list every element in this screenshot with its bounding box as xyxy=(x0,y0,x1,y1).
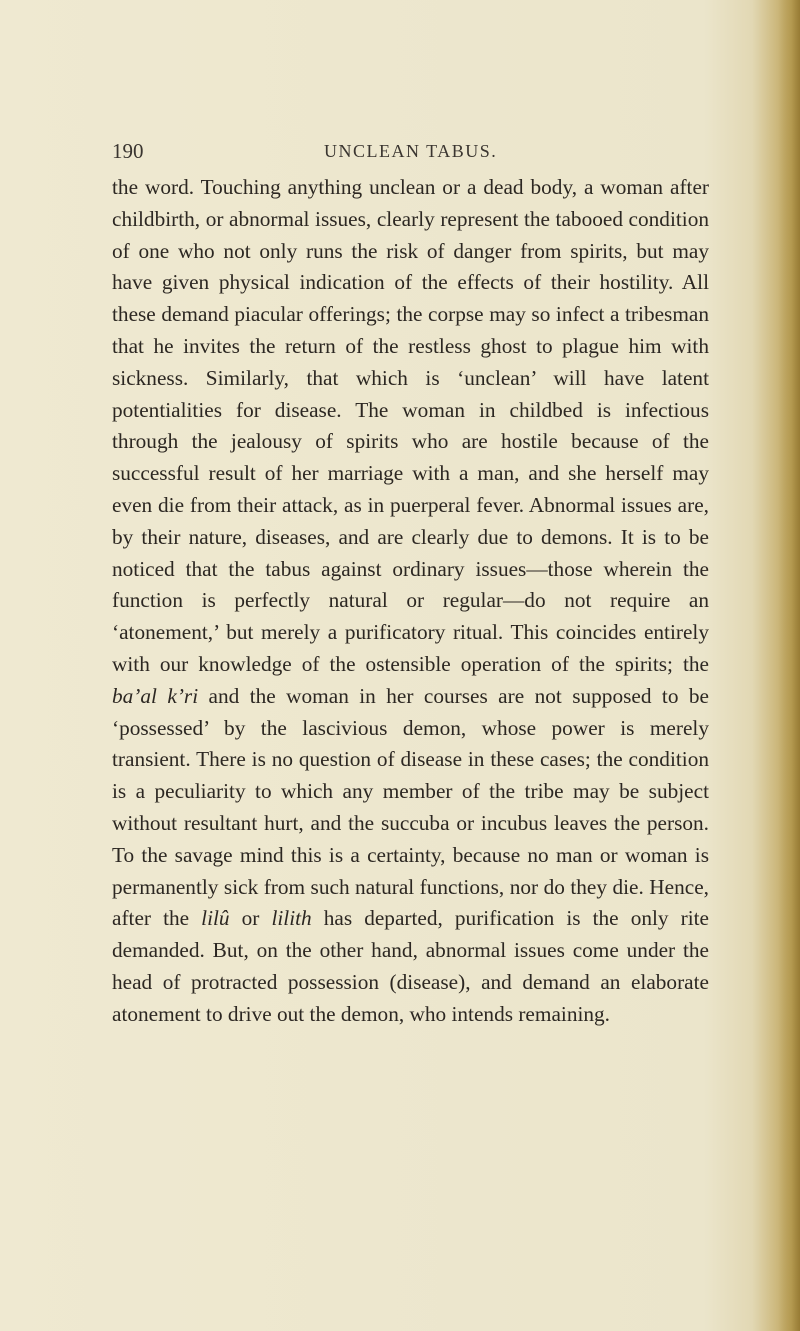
running-head: UNCLEAN TABUS. xyxy=(324,141,498,161)
page-edge-shadow xyxy=(778,0,800,1331)
italic-term-ba-al-kri: ba’al k’ri xyxy=(112,683,199,708)
body-text-part-2: and the woman in her courses are not supposed to be ‘possessed’ by the lascivious demon, whose power is merely transient. There is no question of disease in these cases; the condition is a peculiarity to which any member of the tribe may be subject without resultant hurt, and the succuba or incubus leaves the person. To the savage mind this is a certainty, because no man or woman is permanently sick from such natural functions, nor do they die. Hence, after the xyxy=(112,683,709,931)
page-number: 190 xyxy=(112,139,144,163)
italic-term-lilu: lilû xyxy=(201,906,230,931)
body-text-part-3: or xyxy=(229,906,272,931)
page-header xyxy=(112,139,716,169)
body-text-part-1: the word. Touching anything unclean or a dead body, a woman after childbirth, or abnormal issues, clearly represent the tabooed condition of one who not only runs the risk of danger from spirits, but may have given physical indication of the effects of their hostility. All these demand piacular offerings; the corpse may so infect a tribesman that he invites the return of the restless ghost to plague him with sickness. Similarly, that which is ‘unclean’ will have latent potentialities for disease. The woman in childbed is infectious through the jealousy of spirits who are hostile because of the successful result of her marriage with a man, and she herself may even die from their attack, as in puerperal fever. Abnormal issues are, by their nature, diseases, and are clearly due to demons. It is to be noticed that the tabus against ordinary issues—those wherein the function is perfectly natural or regular—do not require an ‘atonement,’ but merely a purificatory ritual. This coincides entirely with our knowledge of the ostensible operation of the spirits; the xyxy=(112,175,709,676)
body-paragraph xyxy=(112,172,709,1031)
italic-term-lilith: lilith xyxy=(271,906,312,931)
body-text-part-4: has departed, purification is the only rite demanded. But, on the other hand, abnormal issues come under the head of protracted possession (disease), and demand an elaborate atonement to drive out the demon, who intends remaining. xyxy=(112,906,709,1026)
